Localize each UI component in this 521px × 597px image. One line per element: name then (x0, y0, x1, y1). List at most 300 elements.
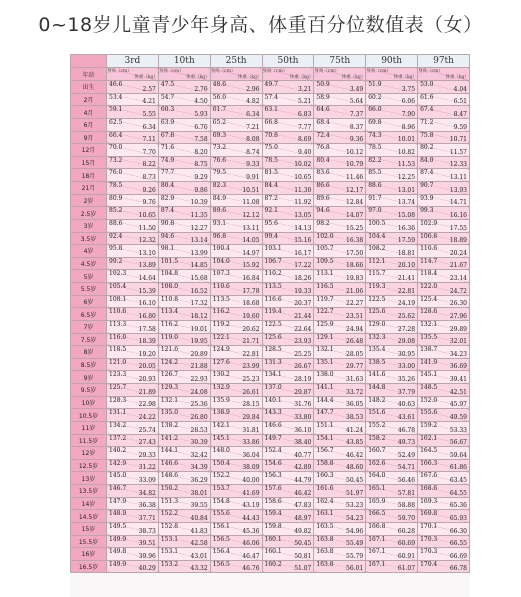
value-cell (418, 144, 470, 157)
height-value: 85.2 (109, 207, 123, 215)
value-cell (107, 156, 159, 169)
weight-value: 32.01 (449, 338, 467, 346)
weight-value: 29.89 (449, 325, 467, 333)
unit-cell (366, 68, 418, 81)
weight-value: 13.01 (397, 186, 416, 194)
value-cell (314, 81, 366, 94)
height-value: 149.8 (109, 548, 127, 556)
value-cell (158, 207, 210, 220)
weight-value: 10.01 (397, 136, 416, 144)
value-cell (314, 346, 366, 359)
value-cell (262, 421, 314, 434)
weight-value: 31.63 (346, 376, 364, 383)
height-value: 84.9 (212, 194, 227, 202)
weight-value: 38.73 (138, 527, 156, 535)
weight-value: 20.89 (190, 350, 208, 358)
height-value: 147.9 (109, 497, 127, 505)
height-value: 78.5 (368, 144, 382, 152)
value-cell (314, 219, 366, 232)
table-row (71, 522, 470, 535)
height-value: 109.5 (316, 257, 334, 265)
value-cell (418, 384, 470, 397)
weight-value: 41.24 (346, 426, 364, 434)
value-cell (418, 535, 470, 548)
height-value: 131.3 (264, 358, 282, 366)
age-cell: 3岁 (71, 219, 107, 232)
value-cell (366, 308, 418, 321)
value-cell (418, 308, 470, 321)
height-value: 71.6 (160, 144, 175, 152)
value-cell (366, 245, 418, 258)
weight-value: 29.87 (294, 388, 312, 396)
weight-value: 50.45 (346, 477, 364, 484)
value-cell (262, 371, 314, 384)
value-cell (366, 156, 418, 169)
unit-height: 身高（cm） (314, 69, 340, 74)
height-value: 124.9 (212, 346, 230, 354)
value-cell (314, 510, 366, 523)
weight-value: 9.76 (142, 199, 156, 207)
weight-value: 45.97 (449, 401, 467, 409)
height-value: 167.1 (368, 560, 386, 568)
unit-cell (418, 68, 470, 81)
value-cell (107, 194, 159, 207)
weight-value: 23.93 (294, 338, 312, 346)
unit-weight: 体重（kg） (289, 75, 314, 80)
height-value: 170.3 (420, 548, 438, 556)
height-value: 89.6 (316, 194, 330, 202)
value-cell (418, 409, 470, 422)
height-value: 53.0 (420, 81, 434, 88)
value-cell (107, 144, 159, 157)
table-row (71, 409, 470, 422)
height-value: 80.4 (316, 156, 330, 164)
height-value: 102.9 (420, 219, 438, 227)
height-value: 108.1 (109, 295, 127, 303)
height-value: 166.8 (368, 522, 386, 530)
weight-value: 13.11 (449, 174, 467, 181)
value-cell (158, 131, 210, 144)
weight-value: 22.81 (397, 287, 416, 295)
weight-value: 26.30 (449, 300, 467, 308)
height-value: 132.3 (368, 333, 386, 341)
weight-value: 8.73 (142, 174, 156, 181)
height-value: 164.0 (368, 472, 386, 480)
height-value: 156.5 (212, 560, 230, 568)
weight-value: 6.76 (194, 123, 208, 131)
age-cell: 7岁 (71, 320, 107, 333)
value-cell (418, 131, 470, 144)
height-value: 148.6 (160, 472, 179, 480)
table-row (71, 434, 470, 447)
height-value: 110.8 (160, 295, 179, 303)
value-cell (366, 409, 418, 422)
height-value: 162.6 (368, 459, 386, 467)
height-value: 160.1 (264, 535, 282, 543)
value-cell (314, 93, 366, 106)
weight-value: 59.64 (449, 451, 467, 459)
height-value: 87.4 (420, 169, 434, 177)
value-cell (366, 131, 418, 144)
weight-value: 10.79 (346, 161, 364, 169)
height-value: 126.7 (160, 371, 179, 379)
value-cell (314, 497, 366, 510)
height-value: 76.8 (316, 144, 330, 152)
height-value: 118.4 (420, 270, 438, 278)
height-value: 110.2 (264, 270, 282, 278)
age-cell: 8岁 (71, 346, 107, 359)
height-value: 103.1 (264, 245, 282, 253)
age-cell: 5岁 (71, 270, 107, 283)
percentile-sheet (70, 54, 470, 597)
height-value: 119.2 (212, 320, 230, 328)
value-cell (158, 333, 210, 346)
value-cell (366, 447, 418, 460)
height-value: 147.7 (316, 409, 334, 417)
weight-value: 19.83 (346, 275, 364, 282)
age-cell: 4.5岁 (71, 257, 107, 270)
weight-value: 22.98 (138, 401, 156, 409)
height-value: 122.1 (212, 333, 230, 341)
height-value: 76.0 (109, 169, 123, 177)
weight-value: 56.67 (449, 439, 467, 447)
height-value: 149.9 (109, 560, 127, 568)
height-value: 128.5 (264, 346, 282, 354)
height-value: 80.4 (160, 182, 175, 189)
unit-weight: 体重（kg） (237, 75, 262, 80)
height-value: 70.0 (109, 144, 123, 152)
unit-height: 身高（cm） (418, 69, 443, 74)
value-cell (366, 510, 418, 523)
weight-value: 8.22 (142, 161, 156, 169)
height-value: 98.2 (316, 219, 330, 227)
value-cell (107, 485, 159, 498)
weight-value: 21.06 (346, 287, 364, 295)
weight-value: 54.23 (346, 514, 364, 522)
height-value: 163.8 (316, 560, 334, 568)
value-cell (107, 219, 159, 232)
value-cell (366, 207, 418, 220)
value-cell (107, 346, 159, 359)
height-value: 151.1 (316, 421, 334, 429)
value-cell (262, 295, 314, 308)
weight-value: 10.71 (449, 136, 467, 144)
height-value: 64.6 (316, 106, 330, 114)
value-cell (418, 497, 470, 510)
weight-value: 14.85 (190, 262, 208, 270)
height-value: 125.4 (420, 295, 438, 303)
value-cell (158, 497, 210, 510)
value-cell (210, 333, 262, 346)
weight-value: 48.97 (294, 514, 312, 522)
height-value: 110.6 (420, 245, 438, 253)
weight-value: 34.39 (190, 464, 208, 472)
value-cell (262, 396, 314, 409)
height-value: 113.5 (212, 295, 230, 303)
weight-value: 42.51 (449, 388, 467, 396)
weight-value: 12.17 (346, 186, 364, 194)
value-cell (107, 409, 159, 422)
value-cell (107, 358, 159, 371)
height-value: 132.1 (160, 396, 179, 404)
weight-value: 60.69 (397, 540, 416, 548)
weight-value: 46.47 (242, 552, 260, 560)
weight-value: 53.23 (346, 502, 364, 510)
value-cell (210, 497, 262, 510)
unit-weight: 体重（kg） (186, 75, 210, 80)
height-value: 145.1 (212, 434, 230, 442)
weight-value: 3.49 (349, 85, 364, 93)
value-cell (314, 535, 366, 548)
weight-value: 13.11 (242, 224, 260, 232)
value-cell (262, 320, 314, 333)
value-cell (366, 106, 418, 119)
table-row (71, 358, 470, 371)
value-cell (210, 409, 262, 422)
value-cell (107, 396, 159, 409)
table-row (71, 207, 470, 220)
weight-value: 42.58 (190, 540, 208, 548)
weight-value: 19.33 (294, 287, 312, 295)
height-value: 90.7 (420, 182, 434, 189)
table-row (71, 144, 470, 157)
percentile-header-row (71, 55, 470, 68)
value-cell (158, 283, 210, 296)
weight-value: 18.26 (294, 275, 312, 282)
value-cell (107, 308, 159, 321)
weight-value: 12.27 (190, 224, 208, 232)
weight-value: 17.59 (397, 237, 416, 245)
height-value: 84.4 (264, 182, 278, 189)
value-cell (262, 459, 314, 472)
value-cell (107, 232, 159, 245)
age-cell: 16岁 (71, 548, 107, 561)
height-value: 150.4 (212, 459, 230, 467)
height-value: 129.0 (368, 320, 386, 328)
height-value: 67.8 (160, 131, 175, 139)
value-cell (314, 106, 366, 119)
weight-value: 21.44 (294, 312, 312, 320)
value-cell (158, 106, 210, 119)
value-cell (366, 81, 418, 94)
value-cell (314, 548, 366, 561)
value-cell (107, 510, 159, 523)
height-value: 144.8 (368, 384, 386, 391)
weight-value: 40.77 (294, 451, 312, 459)
weight-value: 41.69 (242, 489, 260, 497)
height-value: 125.6 (264, 333, 282, 341)
table-row (71, 548, 470, 561)
weight-value: 22.93 (190, 376, 208, 383)
weight-value: 18.12 (190, 312, 208, 320)
weight-value: 9.59 (453, 123, 467, 131)
value-cell (314, 384, 366, 397)
weight-value: 7.21 (246, 123, 260, 131)
height-value: 158.2 (368, 434, 386, 442)
weight-value: 24.08 (190, 388, 208, 396)
weight-value: 30.95 (397, 350, 416, 358)
height-value: 153.7 (212, 485, 230, 492)
value-cell (107, 535, 159, 548)
unit-height: 身高（cm） (262, 69, 288, 74)
height-value: 163.1 (316, 510, 334, 518)
age-cell: 13岁 (71, 472, 107, 485)
table-row (71, 156, 470, 169)
height-value: 166.3 (420, 459, 438, 467)
height-value: 62.5 (109, 118, 123, 126)
weight-value: 13.99 (190, 249, 208, 257)
value-cell (314, 169, 366, 182)
unit-height: 身高（cm） (210, 69, 236, 74)
unit-weight: 体重（kg） (393, 75, 418, 80)
value-cell (107, 245, 159, 258)
value-cell (158, 257, 210, 270)
height-value: 91.7 (368, 194, 382, 202)
weight-value: 46.76 (242, 565, 260, 573)
height-value: 135.0 (160, 409, 179, 417)
value-cell (262, 283, 314, 296)
weight-value: 36.05 (346, 401, 364, 409)
age-cell: 12岁 (71, 447, 107, 460)
height-value: 125.7 (109, 384, 127, 391)
weight-value: 38.40 (294, 439, 312, 447)
value-cell (366, 472, 418, 485)
value-cell (262, 106, 314, 119)
weight-value: 24.19 (397, 300, 416, 308)
height-value: 145.1 (420, 371, 438, 379)
weight-value: 38.53 (346, 413, 364, 421)
weight-value: 40.29 (138, 565, 156, 573)
weight-value: 12.84 (346, 199, 364, 207)
height-value: 78.5 (264, 156, 278, 164)
weight-value: 34.82 (138, 489, 156, 497)
weight-value: 39.51 (138, 540, 156, 548)
height-value: 99.2 (109, 257, 123, 265)
age-cell: 2.5岁 (71, 207, 107, 220)
weight-value: 43.85 (346, 439, 364, 447)
weight-value: 7.11 (142, 136, 156, 144)
value-cell (418, 257, 470, 270)
age-cell: 11.5岁 (71, 434, 107, 447)
value-cell (366, 497, 418, 510)
weight-value: 65.36 (449, 502, 467, 510)
age-cell: 5.5岁 (71, 283, 107, 296)
height-value: 110.6 (212, 283, 230, 290)
weight-value: 19.95 (190, 338, 208, 346)
height-value: 132.1 (316, 346, 334, 354)
value-cell (314, 522, 366, 535)
weight-value: 61.86 (449, 464, 467, 472)
value-cell (366, 270, 418, 283)
height-value: 163.8 (316, 535, 334, 543)
value-cell (262, 510, 314, 523)
height-value: 156.1 (212, 522, 230, 530)
height-value: 146.7 (109, 485, 127, 492)
value-cell (262, 409, 314, 422)
weight-value: 17.58 (138, 325, 156, 333)
value-cell (210, 257, 262, 270)
value-cell (107, 497, 159, 510)
height-value: 82.2 (368, 156, 382, 164)
weight-value: 24.94 (346, 325, 364, 333)
height-value: 138.9 (212, 409, 230, 417)
height-value: 119.3 (368, 283, 386, 290)
height-value: 144.4 (316, 396, 334, 404)
value-cell (158, 472, 210, 485)
height-value: 158.8 (316, 459, 334, 467)
value-cell (314, 131, 366, 144)
height-value: 77.7 (160, 169, 175, 177)
height-value: 156.7 (316, 447, 334, 455)
weight-value: 9.86 (194, 186, 208, 194)
weight-value: 29.33 (138, 451, 156, 459)
height-value: 58.9 (316, 93, 330, 101)
height-value: 148.9 (109, 510, 127, 518)
weight-value: 22.27 (346, 300, 364, 308)
weight-value: 26.67 (294, 363, 312, 371)
height-value: 153.1 (160, 548, 179, 556)
value-cell (314, 118, 366, 131)
value-cell (262, 257, 314, 270)
value-cell (158, 81, 210, 94)
value-cell (158, 169, 210, 182)
value-cell (107, 560, 159, 573)
weight-value: 17.22 (294, 262, 312, 270)
weight-value: 9.40 (298, 148, 312, 156)
value-cell (262, 219, 314, 232)
value-cell (210, 396, 262, 409)
value-cell (418, 472, 470, 485)
weight-value: 22.81 (242, 350, 260, 358)
weight-value: 44.79 (294, 477, 312, 484)
value-cell (366, 396, 418, 409)
value-cell (314, 560, 366, 573)
weight-value: 21.71 (242, 338, 260, 346)
value-cell (418, 333, 470, 346)
weight-value: 18.39 (138, 338, 156, 346)
height-value: 152.0 (420, 396, 438, 404)
table-row (71, 257, 470, 270)
height-value: 54.7 (160, 93, 175, 101)
weight-value: 4.82 (246, 98, 260, 106)
value-cell (366, 384, 418, 397)
weight-value: 15.68 (190, 275, 208, 282)
age-cell: 14.5岁 (71, 510, 107, 523)
weight-value: 11.35 (190, 211, 208, 219)
unit-weight: 体重（kg） (341, 75, 366, 80)
height-value: 141.9 (420, 358, 438, 366)
weight-value: 46.78 (397, 426, 416, 434)
weight-value: 13.93 (449, 186, 467, 194)
weight-value: 26.61 (242, 388, 260, 396)
weight-value: 11.50 (138, 224, 156, 232)
value-cell (107, 447, 159, 460)
height-value: 141.1 (316, 384, 334, 391)
weight-value: 13.05 (294, 211, 312, 219)
height-value: 84.0 (420, 156, 434, 164)
height-value: 166.5 (368, 510, 386, 518)
weight-value: 25.25 (294, 350, 312, 358)
age-cell: 9岁 (71, 371, 107, 384)
weight-value: 51.07 (294, 565, 312, 573)
weight-value: 57.81 (397, 489, 416, 497)
unit-cell (314, 68, 366, 81)
percentile-75th: 75th (314, 55, 366, 68)
value-cell (366, 169, 418, 182)
weight-value: 24.72 (449, 287, 467, 295)
weight-value: 51.97 (346, 489, 364, 497)
unit-weight: 体重（kg） (134, 75, 158, 80)
